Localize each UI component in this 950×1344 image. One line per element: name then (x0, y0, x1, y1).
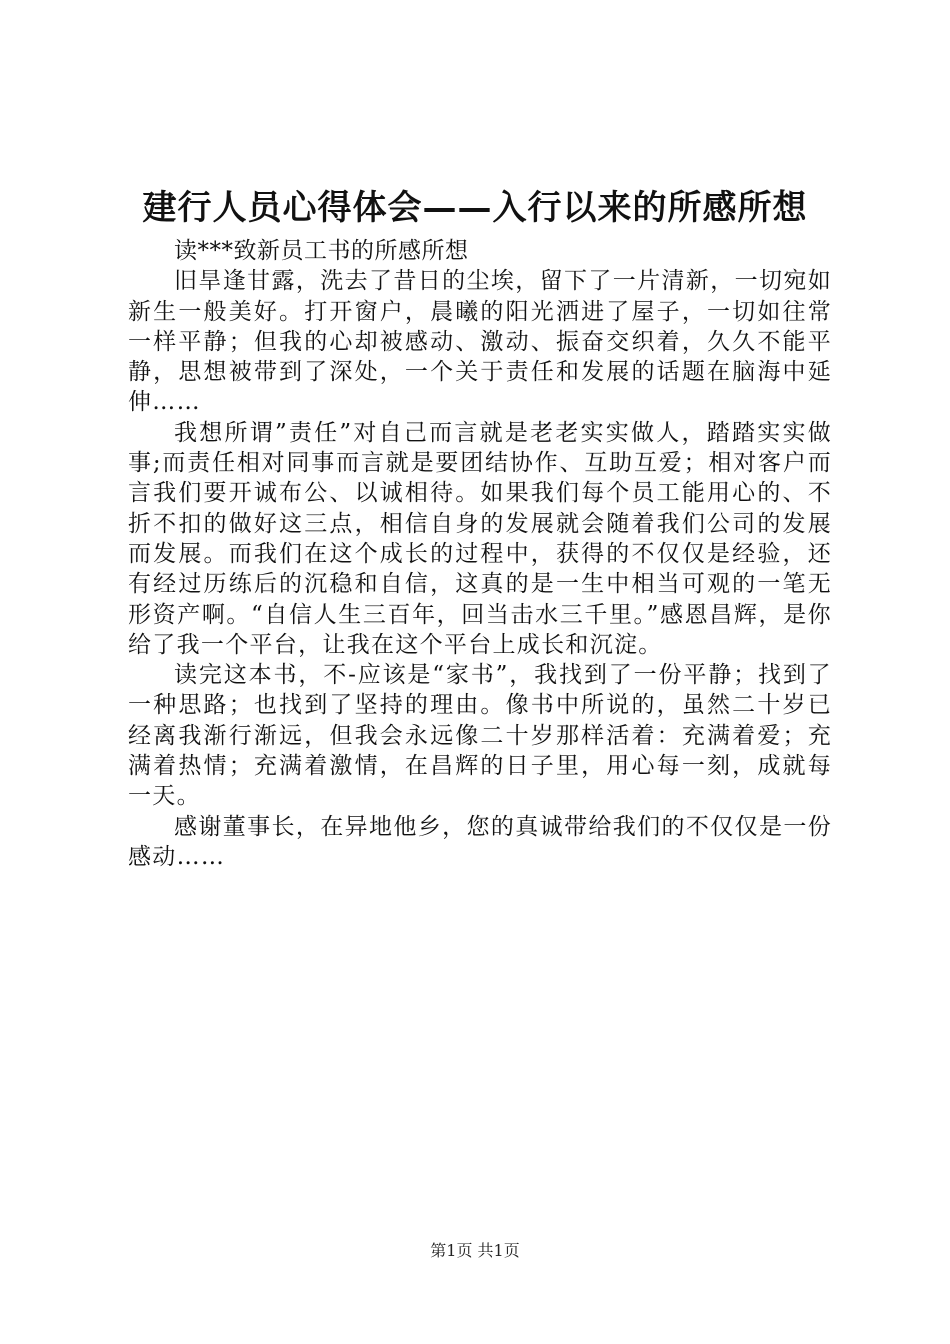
paragraph-1: 旧旱逢甘露，洗去了昔日的尘埃，留下了一片清新，一切宛如新生一般美好。打开窗户，晨曦的阳光洒进了屋子，一切如往常一样平静；但我的心却被感动、激动、振奋交织着，久久不能平静，思想被带到了深处，一个关于责任和发展的话题在脑海中延伸…… (128, 268, 832, 416)
paragraph-4: 感谢董事长，在异地他乡，您的真诚带给我们的不仅仅是一份感动…… (128, 813, 832, 870)
page-number-footer: 第1页 共1页 (430, 1241, 520, 1260)
document-body (128, 236, 832, 872)
paragraph-subtitle: 读***致新员工书的所感所想 (174, 238, 469, 264)
paragraph-2: 我想所谓”责任”对自己而言就是老老实实做人，踏踏实实做事;而责任相对同事而言就是要团结协作、互助互爱；相对客户而言我们要开诚布公、以诚相待。如果我们每个员工能用心的、不折不扣的做好这三点，相信自身的发展就会随着我们公司的发展而发展。而我们在这个成长的过程中，获得的不仅仅是经验，还有经过历练后的沉稳和自信，这真的是一生中相当可观的一笔无形资产啊。“自信人生三百年，回当击水三千里。”感恩昌辉，是你给了我一个平台，让我在这个平台上成长和沉淀。 (128, 419, 832, 658)
paragraph-3: 读完这本书，不-应该是“家书”，我找到了一份平静；找到了一种思路；也找到了坚持的理由。像书中所说的，虽然二十岁已经离我渐行渐远，但我会永远像二十岁那样活着：充满着爱；充满着热情；充满着激情，在昌辉的日子里，用心每一刻，成就每一天。 (128, 662, 832, 810)
document-title: 建行人员心得体会——入行以来的所感所想 (142, 188, 808, 228)
